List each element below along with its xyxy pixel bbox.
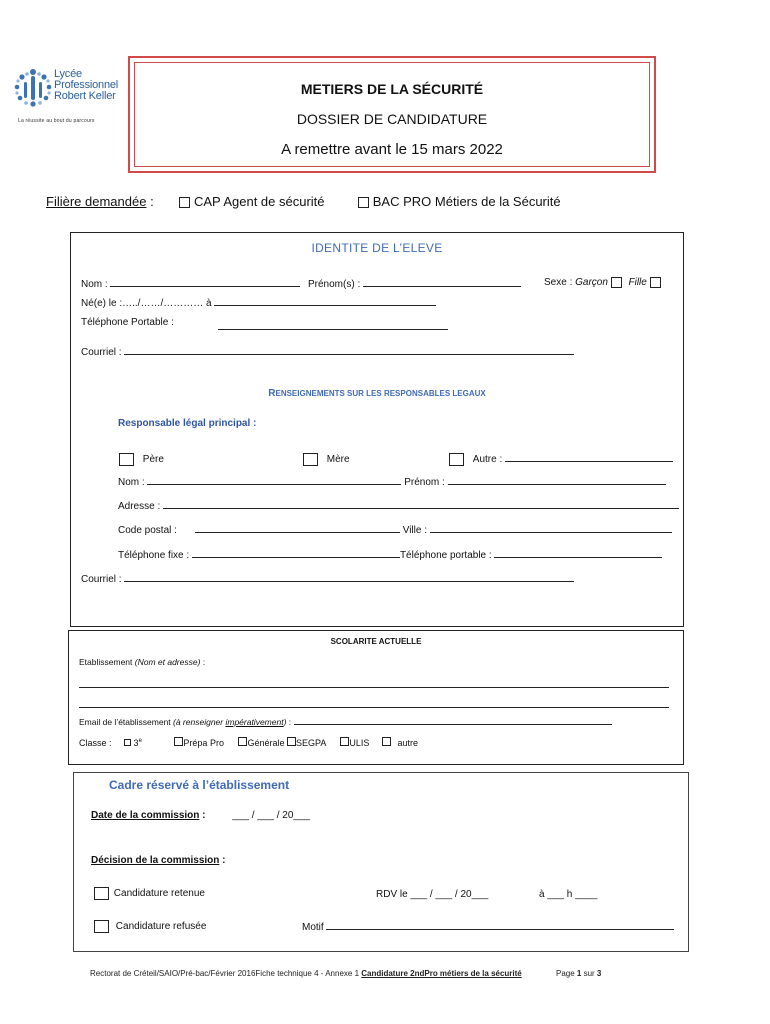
footer-page-total: 3: [596, 969, 602, 978]
commission-date-row: [91, 810, 310, 821]
guardian-name-row: [118, 477, 666, 488]
motif-row: [302, 922, 674, 933]
cap-option-label: CAP Agent de sécurité: [193, 194, 325, 209]
commission-decision-colon: :: [219, 855, 226, 866]
school-email-note-a: (à renseigner: [173, 717, 226, 727]
footer-page: [556, 969, 601, 978]
guardian-address-field[interactable]: [163, 508, 679, 509]
birth-place-field[interactable]: [214, 305, 436, 306]
guardian-address-row: [118, 501, 679, 512]
student-name-label: Nom :: [81, 279, 111, 290]
logo-tagline: La réussite au bout du parcours: [18, 118, 95, 124]
student-name-row: [81, 279, 300, 290]
prepa-pro-label: Prépa Pro: [183, 738, 224, 748]
logo-line-1: Lycée: [54, 68, 82, 80]
class-3e-checkbox[interactable]: [124, 739, 131, 746]
guardian-address-label: Adresse :: [118, 501, 164, 512]
segpa-checkbox[interactable]: [287, 737, 296, 746]
student-firstname-field[interactable]: [363, 286, 521, 287]
footer-page-prefix: Page: [555, 969, 577, 978]
school-logo: [12, 66, 130, 128]
school-field-line-2[interactable]: [79, 707, 669, 708]
postal-code-label: Code postal :: [118, 525, 177, 536]
guardians-title: [71, 383, 683, 401]
school-field-line-1[interactable]: [79, 687, 669, 688]
guardian-email-label: Courriel :: [81, 574, 125, 585]
autre-field[interactable]: [505, 461, 673, 462]
document-subtitle: DOSSIER DE CANDIDATURE: [296, 111, 488, 127]
reserved-title: Cadre réservé à l’établissement: [109, 778, 290, 792]
school-label: Etablissement: [79, 657, 135, 667]
autre-class-label: autre: [397, 738, 418, 748]
footer-doc-link[interactable]: Candidature 2ndPro métiers de la sécurité: [361, 969, 522, 978]
school-label-row: [79, 657, 205, 667]
footer-left: Rectorat de Créteil/SAIO/Pré-bac/Février 2016Fiche technique 4 - Annexe 1: [90, 969, 362, 978]
bac-pro-option-label: BAC PRO Métiers de la Sécurité: [372, 194, 561, 209]
sex-label: Sexe :: [544, 277, 576, 289]
rdv-time[interactable]: à ___ h ____: [539, 889, 598, 900]
fille-checkbox[interactable]: [650, 277, 661, 288]
autre-class-checkbox[interactable]: [382, 737, 391, 746]
autre-label: Autre :: [472, 454, 506, 466]
email-field[interactable]: [124, 354, 574, 355]
school-email-note-c: ): [283, 717, 287, 727]
identity-title: IDENTITE DE L’ELEVE: [311, 241, 443, 255]
phone-field[interactable]: [218, 329, 448, 330]
schooling-section: [68, 630, 684, 765]
guardian-firstname-label: Prénom :: [401, 477, 448, 488]
logo-text: [54, 69, 118, 102]
schooling-title: SCOLARITE ACTUELLE: [330, 637, 422, 646]
school-email-label: Email de l’établissement: [79, 717, 174, 727]
refusee-label: Candidature refusée: [115, 921, 207, 933]
header-inner-border: [134, 62, 650, 167]
guardians-title-initial: R: [268, 388, 276, 399]
rdv-date[interactable]: RDV le ___ / ___ / 20___: [376, 889, 489, 900]
guardian-name-label: Nom :: [118, 477, 148, 488]
school-email-note-b: impérativement: [225, 717, 284, 727]
birth-label: Né(e) le :…../……/………… à: [81, 298, 215, 309]
logo-line-3: Robert Keller: [54, 90, 116, 102]
guardian-phone-row: [118, 550, 662, 561]
autre-row: [449, 453, 673, 466]
footer: [90, 969, 601, 978]
class-3e-sup: e: [138, 738, 142, 744]
pere-row: [119, 453, 164, 466]
birth-row: [81, 298, 436, 309]
deadline-text: A remettre avant le 15 mars 2022: [281, 141, 503, 158]
commission-date-colon: :: [199, 810, 206, 821]
guardian-postal-row: [118, 525, 672, 536]
bac-pro-checkbox[interactable]: [358, 197, 369, 208]
motif-label: Motif: [302, 922, 327, 933]
cap-checkbox[interactable]: [179, 197, 190, 208]
commission-decision-row: [91, 855, 225, 866]
autre-checkbox[interactable]: [449, 453, 464, 466]
commission-date-label: Date de la commission: [91, 810, 200, 821]
identity-section: [70, 232, 684, 627]
logo-line-2: Professionnel: [54, 79, 119, 91]
mobile-field[interactable]: [494, 557, 662, 558]
student-name-field[interactable]: [110, 286, 300, 287]
class-row: [79, 737, 418, 748]
student-firstname-row: [308, 279, 521, 290]
school-label-note: (Nom et adresse): [134, 657, 201, 667]
school-email-colon: :: [286, 717, 294, 727]
pere-checkbox[interactable]: [119, 453, 134, 466]
document-title: METIERS DE LA SÉCURITÉ: [300, 81, 484, 97]
mere-checkbox[interactable]: [303, 453, 318, 466]
guardian-email-row: [81, 574, 574, 585]
mobile-label: Téléphone portable :: [399, 550, 495, 561]
retenue-row: [94, 887, 205, 900]
landline-label: Téléphone fixe :: [118, 550, 192, 561]
commission-date-value[interactable]: ___ / ___ / 20___: [232, 810, 311, 821]
ulis-label: ULIS: [349, 738, 370, 748]
landline-field[interactable]: [192, 557, 400, 558]
postal-code-field[interactable]: [195, 532, 400, 533]
guardian-firstname-field[interactable]: [448, 484, 666, 485]
guardian-name-field[interactable]: [147, 484, 401, 485]
refusee-checkbox[interactable]: [94, 920, 109, 933]
segpa-label: SEGPA: [296, 738, 326, 748]
reserved-section: [73, 772, 689, 952]
school-email-field[interactable]: [294, 724, 612, 725]
mere-label: Mère: [326, 454, 350, 466]
generale-label: Générale: [247, 738, 285, 748]
school-emblem-icon: [12, 66, 54, 110]
school-label-colon: :: [200, 657, 206, 667]
commission-decision-label: Décision de la commission: [91, 855, 220, 866]
footer-page-num: 1: [576, 969, 582, 978]
class-label: Classe :: [79, 738, 112, 748]
mere-row: [303, 453, 350, 466]
city-label: Ville :: [399, 525, 430, 536]
fille-label: Fille: [628, 277, 647, 289]
garcon-label: Garçon: [575, 277, 608, 289]
motif-field[interactable]: [326, 929, 674, 930]
retenue-label: Candidature retenue: [113, 888, 205, 900]
email-row: [81, 347, 574, 358]
filiere-label: Filière demandée: [46, 194, 147, 209]
city-field[interactable]: [430, 532, 672, 533]
student-firstname-label: Prénom(s) :: [308, 279, 364, 290]
guardian-email-field[interactable]: [124, 581, 574, 582]
school-email-row: [79, 717, 612, 727]
principal-guardian-label: Responsable légal principal :: [118, 418, 257, 429]
phone-label: Téléphone Portable :: [81, 317, 174, 328]
class-3e-label: 3: [133, 738, 139, 748]
filiere-row: [46, 194, 561, 209]
retenue-checkbox[interactable]: [94, 887, 109, 900]
email-label: Courriel :: [81, 347, 125, 358]
filiere-colon: :: [146, 194, 154, 209]
pere-label: Père: [142, 454, 164, 466]
guardians-title-rest: ENSEIGNEMENTS SUR LES RESPONSABLES LEGAUX: [275, 389, 486, 398]
footer-page-mid: sur: [581, 969, 597, 978]
sex-row: [544, 277, 661, 288]
header-box: [128, 56, 656, 173]
garcon-checkbox[interactable]: [611, 277, 622, 288]
refusee-row: [94, 920, 206, 933]
